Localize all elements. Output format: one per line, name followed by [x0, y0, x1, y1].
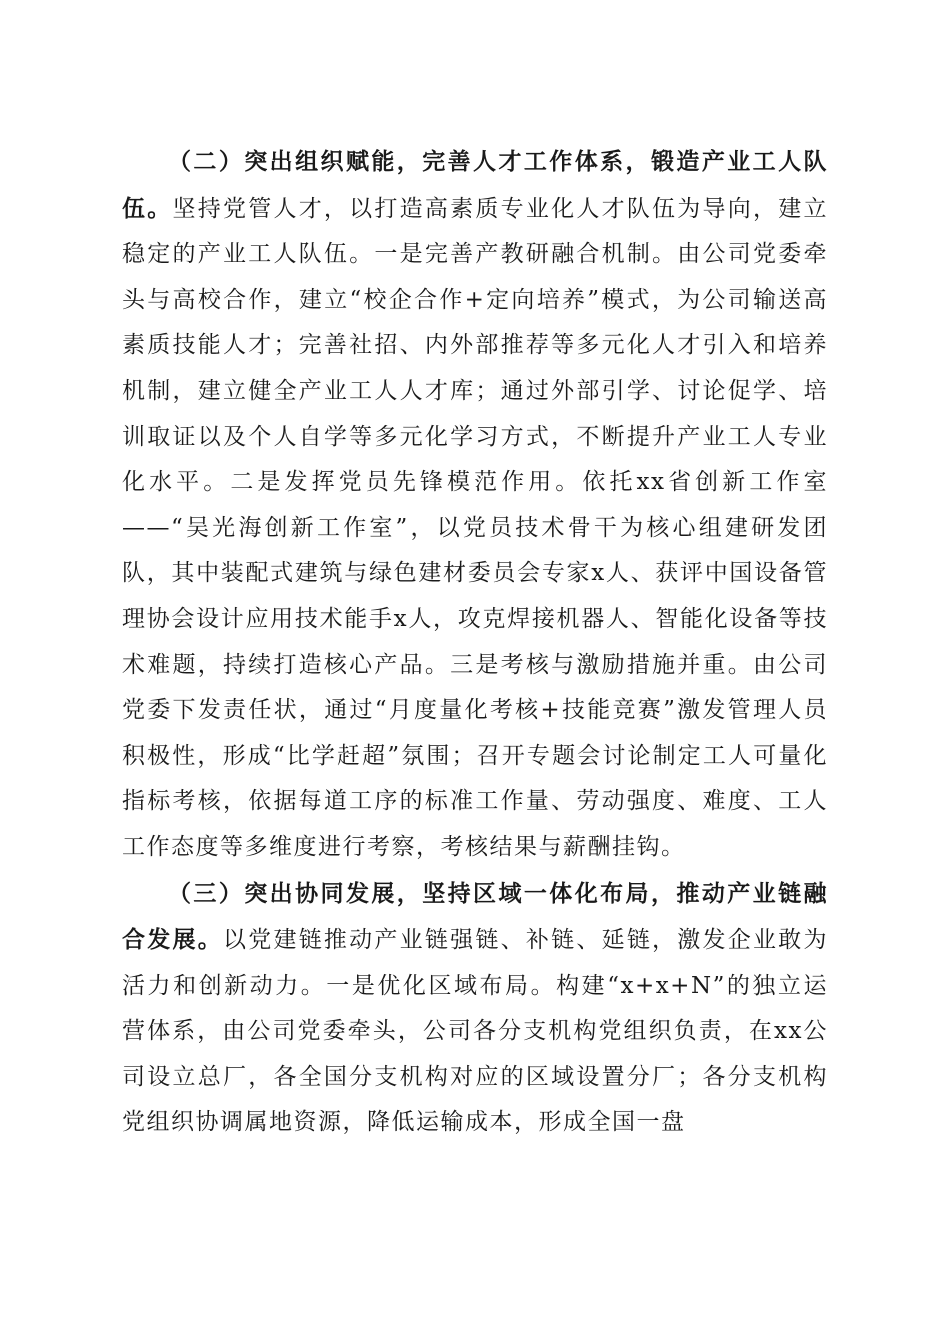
- document-body: [122, 139, 828, 1146]
- section-3-body: 以党建链推动产业链强链、补链、延链，激发企业敢为活力和创新动力。一是优化区域布局。构建“x+x+N”的独立运营体系，由公司党委牵头，公司各分支机构党组织负责，在xx公司设立总厂，各全国分支机构对应的区域设置分厂；各分支机构党组织协调属地资源，降低运输成本，形成全国一盘: [122, 927, 829, 1136]
- paragraph-section-2: [122, 139, 828, 871]
- section-3-heading: （三）突出协同发展，坚持区域一体化布局，推动产业链融合发展。: [122, 879, 828, 954]
- paragraph-section-3: [122, 871, 828, 1147]
- section-2-heading: （二）突出组织赋能，完善人才工作体系，锻造产业工人队伍。: [122, 148, 828, 222]
- section-2-body: 坚持党管人才，以打造高素质专业化人才队伍为导向，建立稳定的产业工人队伍。一是完善产教研融合机制。由公司党委牵头与高校合作，建立“校企合作+定向培养”模式，为公司输送高素质技能人才；完善社招、内外部推荐等多元化人才引入和培养机制，建立健全产业工人人才库；通过外部引学、讨论促学、培训取证以及个人自学等多元化学习方式，不断提升产业工人专业化水平。二是发挥党员先锋模范作用。依托xx省创新工作室——“吴光海创新工作室”，以党员技术骨干为核心组建研发团队，其中装配式建筑与绿色建材委员会专家x人、获评中国设备管理协会设计应用技术能手x人，攻克焊接机器人、智能化设备等技术难题，持续打造核心产品。三是考核与激励措施并重。由公司党委下发责任状，通过“月度量化考核+技能竞赛”激发管理人员积极性，形成“比学赶超”氛围；召开专题会讨论制定工人可量化指标考核，依据每道工序的标准工作量、劳动强度、难度、工人工作态度等多维度进行考察，考核结果与薪酬挂钩。: [122, 195, 829, 860]
